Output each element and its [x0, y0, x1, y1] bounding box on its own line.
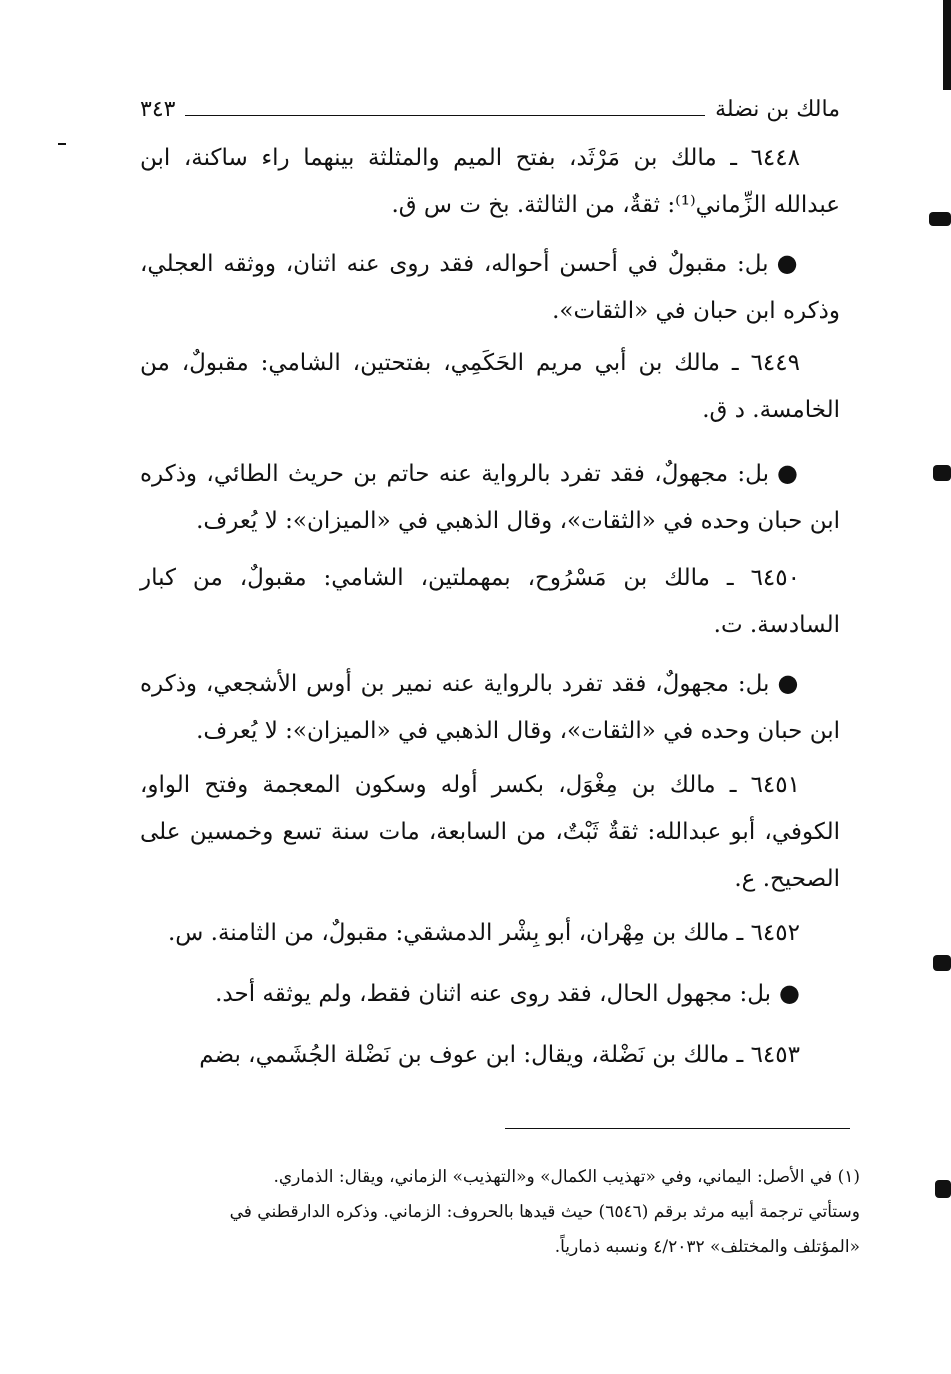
footnote-line: «المؤتلف والمختلف» ٤/٢٠٣٢ ونسبه ذمارياً.	[554, 1237, 860, 1257]
scan-edge-mark	[929, 212, 951, 226]
page-number: ٣٤٣	[140, 97, 176, 122]
entry-6452	[140, 910, 840, 957]
comment-6450	[140, 660, 840, 755]
entry-6448	[140, 135, 840, 229]
footnote-rule	[505, 1128, 850, 1129]
scan-edge-mark	[943, 0, 951, 90]
bullet-icon: ●	[777, 459, 800, 487]
entry-text: ٦٤٥١ ـ مالك بن مِغْوَل، بكسر أوله وسكون المعجمة وفتح الواو، الكوفي، أبو عبدالله: ثقةٌ ثَبْتٌ، من السابعة، مات سنة تسع وخمسين على الصحيح. ع.	[140, 772, 840, 892]
bullet-icon: ●	[777, 669, 800, 697]
entry-text: ٦٤٤٩ ـ مالك بن أبي مريم الحَكَمِي، بفتحتين، الشامي: مقبولٌ، من الخامسة. د ق.	[140, 350, 840, 423]
header-rule	[185, 115, 705, 116]
comment-text: بل: مجهولٌ، فقد تفرد بالرواية عنه نمير بن أوس الأشجعي، وذكره ابن حبان وحده في «الثقات»، وقال الذهبي في «الميزان»: لا يُعرف.	[140, 671, 840, 744]
entry-text: ٦٤٤٨ ـ مالك بن مَرْثَد، بفتح الميم والمثلثة بينهما راء ساكنة، ابن عبدالله الزِّماني⁽¹⁾: ثقةٌ، من الثالثة. بخ ت س ق.	[140, 145, 840, 218]
entry-text: ٦٤٥٠ ـ مالك بن مَسْرُوح، بمهملتين، الشامي: مقبولٌ، من كبار السادسة. ت.	[140, 565, 840, 638]
comment-text: بل: مجهول الحال، فقد روى عنه اثنان فقط، ولم يوثقه أحد.	[215, 981, 772, 1007]
scan-edge-mark	[933, 955, 951, 971]
running-header	[140, 88, 840, 122]
scan-edge-mark	[933, 465, 951, 481]
comment-6448	[140, 240, 840, 335]
scan-speck	[58, 143, 66, 145]
comment-text: بل: مجهولٌ، فقد تفرد بالرواية عنه حاتم بن حريث الطائي، وذكره ابن حبان وحده في «الثقات»، وقال الذهبي في «الميزان»: لا يُعرف.	[140, 461, 840, 534]
entry-6449	[140, 340, 840, 434]
footnote-line: (١) في الأصل: اليماني، وفي «تهذيب الكمال» و«التهذيب» الزماني، ويقال: الذماري.	[273, 1167, 860, 1187]
footnote-line: وستأتي ترجمة أبيه مرثد برقم (٦٥٤٦) حيث قيدها بالحروف: الزماني. وذكره الدارقطني في	[229, 1202, 860, 1222]
bullet-icon: ●	[776, 249, 800, 277]
entry-6453	[140, 1032, 840, 1079]
footnotes	[140, 1160, 860, 1265]
header-title: مالك بن نضلة	[715, 97, 840, 122]
scan-edge-mark	[935, 1180, 951, 1198]
comment-text: بل: مقبولٌ في أحسن أحواله، فقد روى عنه اثنان، ووثقه العجلي، وذكره ابن حبان في «الثقات».	[140, 251, 840, 324]
comment-6449	[140, 450, 840, 545]
entry-text: ٦٤٥٢ ـ مالك بن مِهْران، أبو بِشْر الدمشقي: مقبولٌ، من الثامنة. س.	[167, 920, 800, 946]
entry-text: ٦٤٥٣ ـ مالك بن نَضْلة، ويقال: ابن عوف بن نَضْلة الجُشَمي، بضم	[199, 1042, 800, 1068]
entry-6450	[140, 555, 840, 649]
entry-6451	[140, 762, 840, 903]
bullet-icon: ●	[779, 979, 800, 1007]
comment-6452	[140, 970, 840, 1018]
